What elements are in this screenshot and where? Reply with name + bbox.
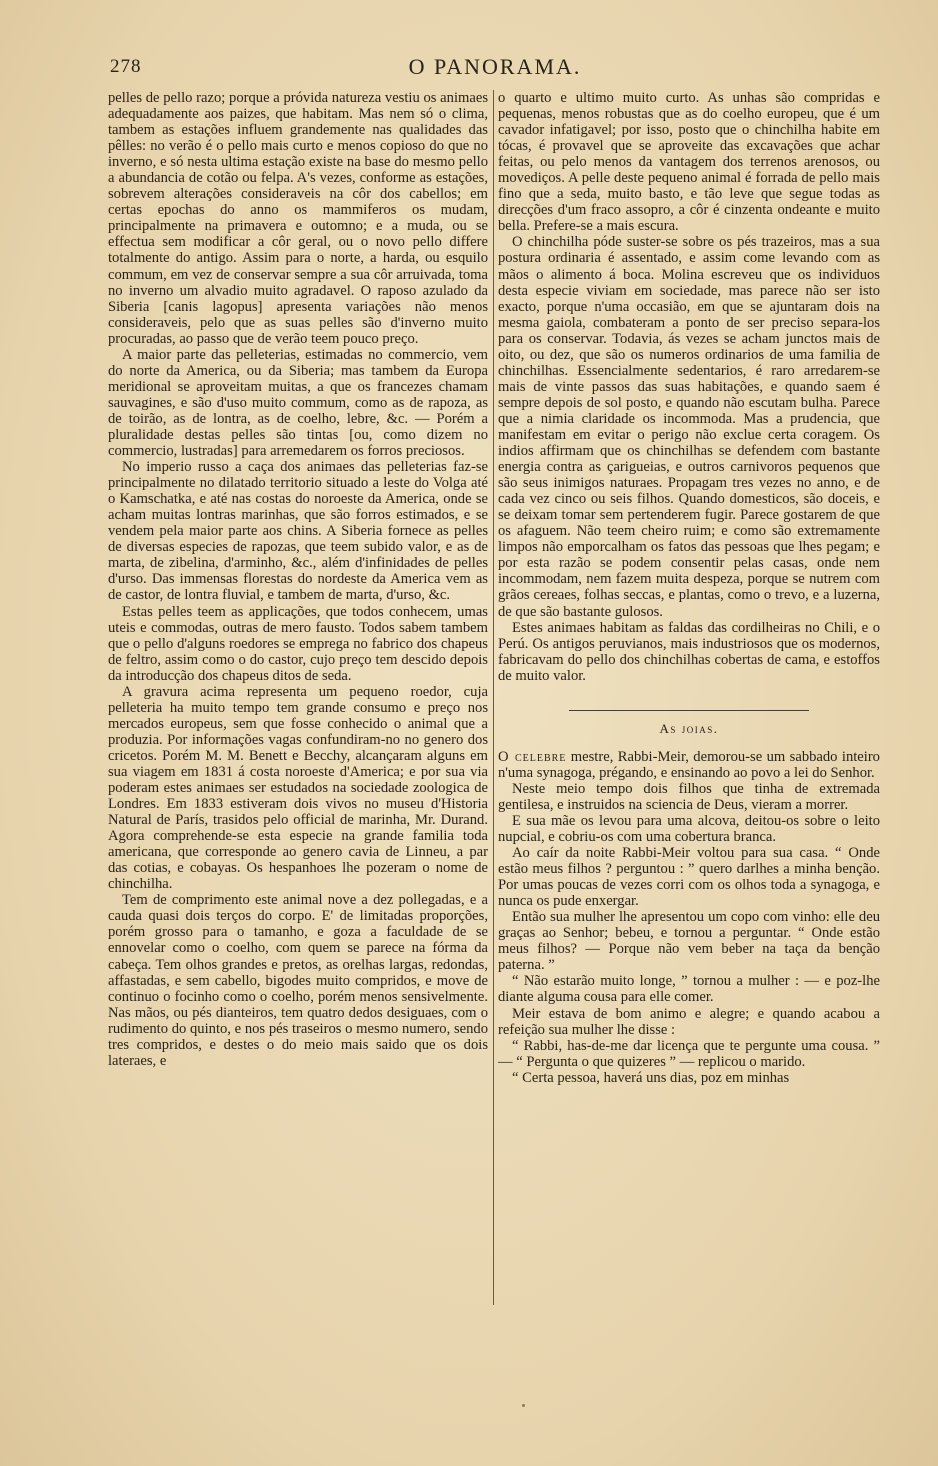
paragraph: O chinchilha póde suster-se sobre os pés trazeiros, mas a sua postura ordinaria é assentado, e assim come levando com as mãos o alimento á boca. Molina escreveu que os individuos desta especie viviam em sociedade, mas parece não ser isto exacto, porque n'uma occasião, em que se ajuntaram dois na mesma gaiola, combateram a ponto de ser preciso separa-los para os conservar. Todavia, ás vezes se acham junctos mais de oito, ou dez, que são os numeros ordinarios de uma familia de chinchilhas. Essencialmente sedentarios, é raro arredarem-se mais de vinte passos das suas habitações, e quando saem é sempre depois de sol posto, e quando não escutam bulha. Parece que a nimia claridade os incommoda. Mas a prudencia, que manifestam em evitar o perigo não exclue certa coragem. Os indios affirmam que os chinchilhas se defendem com bastante energia contra as çarigueias, e outros carnivoros pequenos que são seus inimigos naturaes. Propagam tres vezes no anno, e de cada vez cinco ou seis filhos. Quando domesticos, são doceis, e se deixam tomar sem pertenderem fugir. Parece gostarem de que os afaguem. Não teem cheiro ruim; e como são extremamente limpos não emporcalham os fatos das pessoas que lhes pegam; e por esta razão se podem consentir pelas casas, onde nem incommodam, nem fazem muita despeza, porque se nutrem com grãos cereaes, folhas seccas, e plantas, como o trevo, e a luzerna, de que são bastante gulosos. bbox=[498, 234, 880, 620]
printer-mark bbox=[522, 1404, 525, 1407]
section-title: As joias. bbox=[659, 720, 719, 736]
paragraph: o quarto e ultimo muito curto. As unhas são compridas e pequenas, menos robustas que as do coelho europeu, que é um cavador infatigavel; por isso, posto que o chinchilha habite em tócas, é provavel que se aproveite das excavações que achar feitas, ou pelo menos da vantagem dos terrenos arenosos, ou movediços. A pelle deste pequeno animal é forrada de pello mais fino que a seda, muito basto, e tão leve que segue todas as direcções d'um fraco assopro, a côr é cinzenta ondeante e muito bella. Prefere-se a mais escura. bbox=[498, 90, 880, 235]
page-header bbox=[110, 54, 880, 84]
left-column bbox=[108, 90, 488, 1069]
paragraph: pelles de pello razo; porque a próvida natureza vestiu os animaes adequadamente aos paizes, que habitam. Mas nem só o clima, tambem as estações influem grandemente nas qualidades das pêlles: no verão é o pello mais curto e menos copioso do que no inverno, e só nesta ultima estação existe na base do mesmo pello a abundancia de cotão ou felpa. A's vezes, conforme as estações, sobrevem alterações consideraveis na côr dos cabellos; em certas epochas do anno os mammiferos os mudam, principalmente na primavera e outomno; e a muda, ou se effectua sem modificar a côr geral, ou o novo pello differe totalmente do antigo. Assim para o norte, a harda, ou esquilo commum, em vez de conservar sempre a sua côr arruivada, toma no inverno um alvadio muito agradavel. O raposo azulado da Siberia [canis lagopus] apresenta variações não menos consideraveis, pelo que as suas pelles são d'inverno muito procuradas, ao passo que de verão teem pouco preço. bbox=[108, 90, 488, 347]
paragraph: No imperio russo a caça dos animaes das pelleterias faz-se principalmente no dilatado territorio situado a leste do Volga até o Kamschatka, e até nas costas do noroeste da America, onde se acham muitas lontras marinhas, que são forros estimados, e se vendem pela maior parte aos chins. A Siberia fornece as pelles de diversas especies de rapozas, que teem subido valor, e as de marta, de zibelina, d'arminho, &c., além d'infinidades de pelles d'urso. Das immensas florestas do nordeste da America vem as de castor, de lontra fluvial, e tambem de marta, d'urso, &c. bbox=[108, 459, 488, 604]
paragraph: E sua mãe os levou para uma alcova, deitou-os sobre o leito nupcial, e cobriu-os com uma cobertura branca. bbox=[498, 812, 880, 846]
opening-rest: mestre, Rabbi-Meir, demorou-se um sabbado inteiro n'uma synagoga, prégando, e ensinando ao povo a lei do Senhor. bbox=[498, 748, 880, 781]
story-first-paragraph bbox=[498, 749, 880, 781]
paragraph: Meir estava de bom animo e alegre; e quando acabou a refeição sua mulher lhe disse : bbox=[498, 1005, 880, 1038]
opening-words: O celebre bbox=[498, 748, 567, 765]
paragraph: A gravura acima representa um pequeno roedor, cuja pelleteria ha muito tempo tem grande consumo e preço nos mercados europeus, sem que fosse conhecido o animal que a produzia. Por informações vagas confundiram-no no genero dos cricetos. Porém M. M. Benett e Becchy, alcançaram alguns em sua viagem em 1831 á costa noroeste d'America; e por sua via poderam estes animaes ser estudados na sociedade zoologica de Londres. Em 1833 estiveram dois vivos no museu d'Historia Natural de París, trasidos pelo official de marinha, Mr. Durand. Agora comprehende-se esta especie na grande familia toda americana, que corresponde ao genero cavia de Linneu, a par das cotias, e cobayas. Os hespanhoes lhe pozeram o nome de chinchilha. bbox=[108, 683, 488, 893]
column-divider bbox=[493, 90, 494, 1305]
paragraph: “ Certa pessoa, haverá uns dias, poz em minhas bbox=[512, 1069, 790, 1086]
paragraph: Tem de comprimento este animal nove a dez pollegadas, e a cauda quasi dois terços do corpo. E' de limitadas proporções, porém grosso para o tamanho, e goza a faculdade de se ennovelar como o coelho, com quem se parece na fórma da cabeça. Tem olhos grandes e pretos, as orelhas largas, redondas, affastadas, e sem cabello, bigodes muito compridos, e move de continuo o focinho como o coelho, porém menos sensivelmente. Nas mãos, ou pés dianteiros, tem quatro dedos desiguaes, com o rudimento do quinto, e nos pés traseiros o mesmo numero, sendo tres compridos, e destes o do meio mais saido que os dois lateraes, e bbox=[108, 892, 488, 1069]
paragraph: Estas pelles teem as applicações, que todos conhecem, umas uteis e commodas, outras de mero fausto. Todos sabem tambem que o pello d'alguns roedores se emprega no fabrico dos chapeus de feltro, assim como o do castor, cujo preço tem descido depois da introducção dos chapeus ditos de seda. bbox=[108, 603, 488, 684]
page-number: 278 bbox=[110, 56, 142, 77]
running-title: O PANORAMA. bbox=[408, 54, 582, 79]
paragraph: A maior parte das pelleterias, estimadas no commercio, vem do norte da America, ou da Siberia; mas tambem da Europa meridional se aproveitam muitas, a que os francezes chamam sauvagines, e são d'uso muito commum, como as de rapoza, as de toirão, as de lontra, as de coelho, lebre, &c. — Porém a pluralidade destas pelles são tintas [ou, como dizem no commercio, lustradas] para arremedarem os forros preciosos. bbox=[108, 346, 488, 460]
paragraph: Ao caír da noite Rabbi-Meir voltou para sua casa. “ Onde estão meus filhos ? perguntou : ” quero darlhes a minha benção. Por umas poucas de vezes corri com os olhos toda a synagoga, e nunca os pude enxergar. bbox=[498, 845, 880, 910]
paragraph: “ Rabbi, has-de-me dar licença que te pergunte uma cousa. ” — “ Pergunta o que quizeres ” — replicou o marido. bbox=[498, 1037, 880, 1070]
section-rule bbox=[569, 710, 809, 711]
paragraph: “ Não estarão muito longe, ” tornou a mulher : — e poz-lhe diante alguma cousa para elle comer. bbox=[498, 973, 880, 1006]
paragraph: Estes animaes habitam as faldas das cordilheiras no Chili, e o Perú. Os antigos peruvianos, mais industriosos que os modernos, fabricavam do pello dos chinchilhas cobertas de cama, e estoffos de muito valor. bbox=[498, 619, 880, 684]
paragraph: Então sua mulher lhe apresentou um copo com vinho: elle deu graças ao Senhor; bebeu, e tornou a perguntar. “ Onde estão meus filhos? — Porque não vem beber na taça da benção paterna. ” bbox=[498, 909, 880, 974]
right-column bbox=[498, 90, 880, 1086]
paragraph: Neste meio tempo dois filhos que tinha de extremada gentilesa, e instruidos na sciencia de Deus, vieram a morrer. bbox=[498, 780, 880, 813]
